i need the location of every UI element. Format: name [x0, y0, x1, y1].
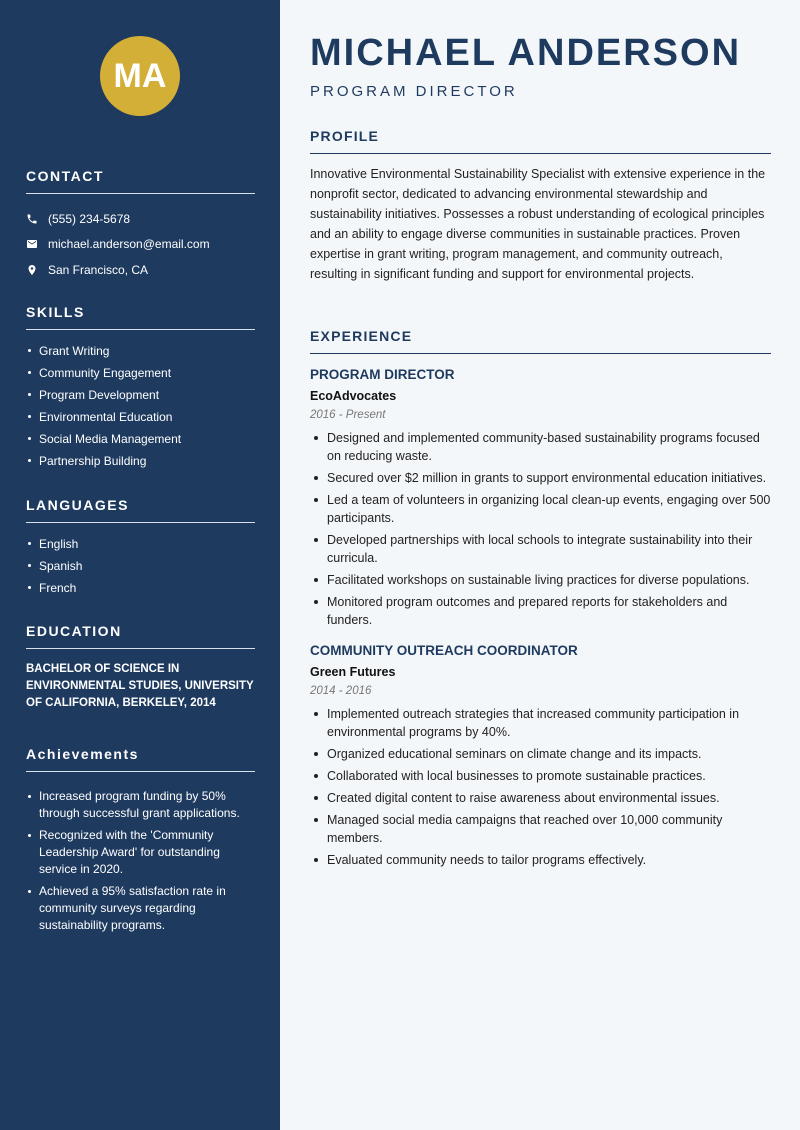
job-entry	[310, 643, 771, 869]
achievement-item: Achieved a 95% satisfaction rate in community surveys regarding sustainability programs.	[26, 883, 255, 934]
contact-phone	[26, 206, 255, 232]
phone-icon	[26, 213, 38, 225]
profile-text: Innovative Environmental Sustainability Specialist with extensive experience in the nonprofit sector, dedicated to advancing environmental stewardship and sustainability initiatives. Possesses a robust understanding of ecological principles and an ability to engage diverse communities in sustainable practices. Proven expertise in grant writing, program management, and community outreach, resulting in significant funding and support for environmental projects.	[310, 167, 766, 281]
achievements-heading: Achievements	[26, 746, 255, 772]
experience-heading: EXPERIENCE	[310, 328, 771, 354]
job-bullet: Created digital content to raise awareness about environmental issues.	[310, 789, 771, 807]
avatar-initials: MA	[100, 36, 180, 116]
candidate-role: PROGRAM DIRECTOR	[310, 83, 518, 100]
contact-section	[26, 168, 255, 283]
job-company: EcoAdvocates	[310, 389, 397, 403]
job-bullet: Designed and implemented community-based sustainability programs focused on reducing waste.	[310, 429, 771, 465]
profile-heading: PROFILE	[310, 128, 771, 154]
language-item: French	[26, 577, 255, 599]
contact-location	[26, 257, 255, 283]
skill-item: Program Development	[26, 384, 255, 406]
contact-list	[26, 206, 255, 283]
job-bullet: Implemented outreach strategies that increased community participation in environmental programs by 40%.	[310, 705, 771, 741]
email-icon	[26, 238, 38, 250]
job-company: Green Futures	[310, 665, 396, 679]
skill-item: Grant Writing	[26, 340, 255, 362]
job-title: PROGRAM DIRECTOR	[310, 367, 455, 382]
job-bullet: Monitored program outcomes and prepared reports for stakeholders and funders.	[310, 593, 771, 629]
job-title: COMMUNITY OUTREACH COORDINATOR	[310, 643, 578, 658]
job-bullet: Developed partnerships with local schools to integrate sustainability into their curricula.	[310, 531, 771, 567]
achievement-item: Recognized with the 'Community Leadership Award' for outstanding service in 2020.	[26, 827, 255, 878]
email-link[interactable]: michael.anderson@email.com	[48, 237, 210, 252]
language-item: English	[26, 533, 255, 555]
skills-section	[26, 304, 255, 472]
job-bullets	[310, 705, 771, 869]
phone-link[interactable]: (555) 234-5678	[48, 211, 131, 226]
location-pin-icon	[26, 264, 38, 276]
location-text: San Francisco, CA	[48, 262, 149, 277]
education-section	[26, 623, 255, 712]
job-bullet: Evaluated community needs to tailor programs effectively.	[310, 851, 771, 869]
job-bullet: Collaborated with local businesses to promote sustainable practices.	[310, 767, 771, 785]
job-bullets	[310, 429, 771, 629]
contact-heading: CONTACT	[26, 168, 255, 194]
achievement-item: Increased program funding by 50% through successful grant applications.	[26, 788, 255, 822]
job-bullet: Organized educational seminars on climate change and its impacts.	[310, 745, 771, 763]
education-degree: BACHELOR OF SCIENCE IN ENVIRONMENTAL STUDIES, UNIVERSITY OF CALIFORNIA, BERKELEY, 2014	[26, 663, 254, 709]
job-bullet: Led a team of volunteers in organizing local clean-up events, engaging over 500 participants.	[310, 491, 771, 527]
skill-item: Social Media Management	[26, 428, 255, 450]
job-bullet: Facilitated workshops on sustainable living practices for diverse populations.	[310, 571, 771, 589]
skills-list	[26, 340, 255, 472]
achievements-list	[26, 788, 255, 934]
experience-section	[310, 328, 771, 873]
languages-list	[26, 533, 255, 599]
education-heading: EDUCATION	[26, 623, 255, 649]
profile-section	[310, 128, 771, 284]
languages-section	[26, 497, 255, 599]
skill-item: Community Engagement	[26, 362, 255, 384]
skills-heading: SKILLS	[26, 304, 255, 330]
languages-heading: LANGUAGES	[26, 497, 255, 523]
job-entry	[310, 367, 771, 629]
achievements-section	[26, 746, 255, 939]
skill-item: Partnership Building	[26, 450, 255, 472]
skill-item: Environmental Education	[26, 406, 255, 428]
job-dates: 2016 - Present	[310, 409, 386, 421]
job-bullet: Secured over $2 million in grants to support environmental education initiatives.	[310, 469, 771, 487]
job-bullet: Managed social media campaigns that reached over 10,000 community members.	[310, 811, 771, 847]
job-dates: 2014 - 2016	[310, 685, 372, 697]
candidate-name: MICHAEL ANDERSON	[310, 32, 742, 74]
contact-email	[26, 232, 255, 258]
sidebar	[0, 0, 280, 1130]
language-item: Spanish	[26, 555, 255, 577]
